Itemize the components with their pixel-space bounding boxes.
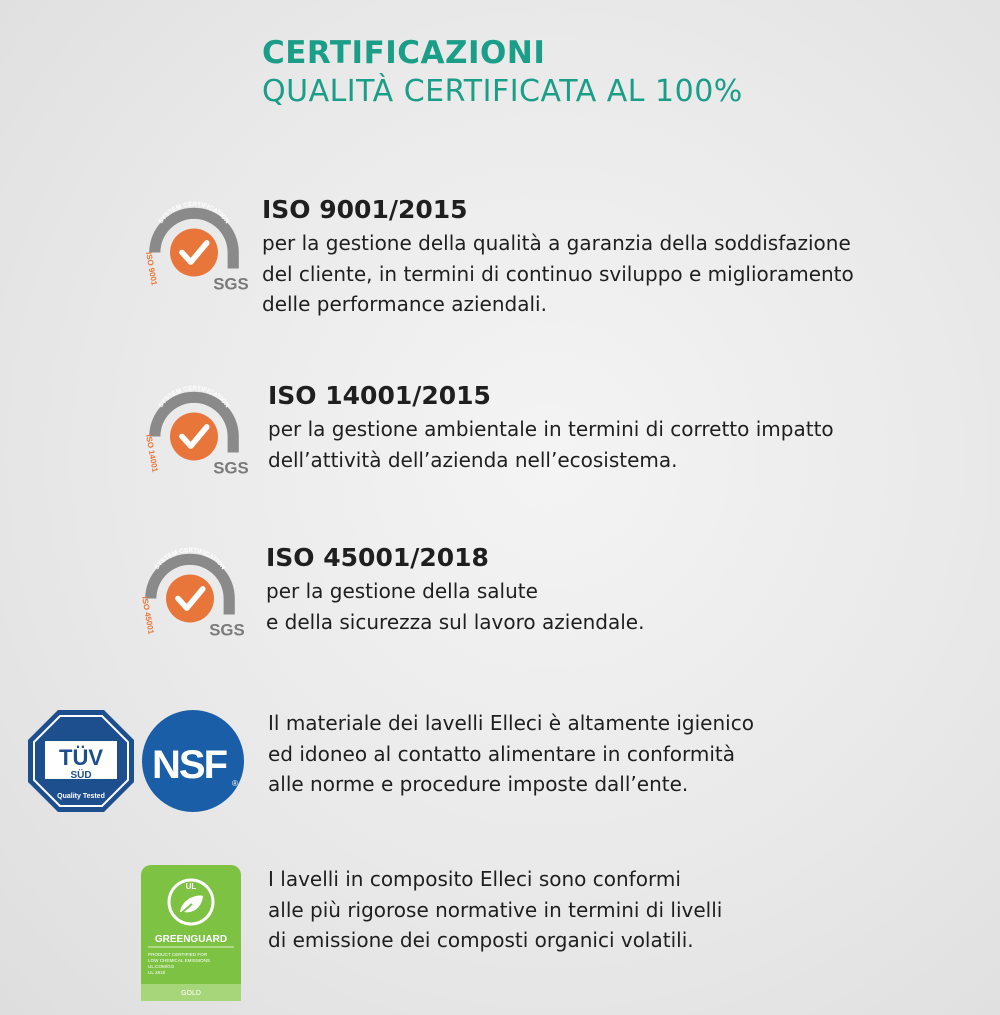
svg-text:UL: UL — [185, 882, 197, 891]
emissions-line: alle più rigorose normative in termini di livelli — [268, 897, 723, 922]
svg-text:NSF: NSF — [152, 743, 226, 787]
svg-text:GREENGUARD: GREENGUARD — [154, 934, 228, 945]
cert-iso-14001 — [268, 380, 834, 475]
cert-title: ISO 9001/2015 — [262, 195, 468, 224]
nsf-icon — [140, 708, 246, 814]
sgs-certification-icon — [138, 372, 250, 477]
sgs-certification-icon — [134, 534, 246, 639]
cert-desc-line: per la gestione della salute — [266, 579, 538, 603]
hygiene-line: ed idoneo al contatto alimentare in conformità — [268, 741, 736, 766]
cert-iso-9001 — [262, 194, 854, 320]
sgs-certification-icon — [138, 188, 250, 293]
cert-desc-line: per la gestione ambientale in termini di corretto impatto — [268, 417, 834, 441]
svg-text:LOW CHEMICAL EMISSIONS: LOW CHEMICAL EMISSIONS — [148, 958, 211, 963]
emissions-text — [268, 864, 722, 956]
page-header — [262, 34, 743, 112]
cert-desc-line: e della sicurezza sul lavoro aziendale. — [266, 609, 645, 634]
svg-text:GOLD: GOLD — [181, 990, 201, 997]
cert-desc-line: del cliente, in termini di continuo sviluppo e miglioramento — [262, 261, 854, 286]
svg-text:UL.COM/GG: UL.COM/GG — [148, 964, 175, 969]
cert-desc-line: dell’attività dell’azienda nell’ecosistema. — [268, 447, 678, 472]
cert-desc-line: delle performance aziendali. — [262, 292, 547, 316]
svg-text:SÜD: SÜD — [70, 770, 92, 781]
svg-text:PRODUCT CERTIFIED FOR: PRODUCT CERTIFIED FOR — [148, 952, 208, 957]
emissions-line: di emissione dei composti organici volatili. — [268, 928, 694, 952]
tuv-sud-icon — [26, 708, 136, 814]
svg-text:ISO 45001: ISO 45001 — [140, 595, 156, 635]
svg-text:SGS: SGS — [213, 458, 249, 477]
svg-text:Quality Tested: Quality Tested — [57, 793, 105, 800]
greenguard-icon — [140, 864, 242, 1002]
cert-title: ISO 45001/2018 — [266, 543, 489, 572]
svg-text:ISO 14001: ISO 14001 — [144, 433, 160, 473]
hygiene-text — [268, 708, 754, 800]
cert-iso-45001 — [266, 542, 644, 637]
svg-text:SYSTEM CERTIFICATION: SYSTEM CERTIFICATION — [157, 201, 231, 226]
page-subtitle: QUALITÀ CERTIFICATA AL 100% — [262, 74, 743, 109]
svg-text:®: ® — [232, 779, 238, 788]
cert-title: ISO 14001/2015 — [268, 381, 491, 410]
cert-desc-line: per la gestione della qualità a garanzia della soddisfazione — [262, 231, 851, 255]
svg-text:UL 2818: UL 2818 — [148, 970, 166, 975]
svg-text:SGS: SGS — [213, 274, 249, 293]
svg-text:SYSTEM CERTIFICATION: SYSTEM CERTIFICATION — [157, 385, 231, 410]
page-title: CERTIFICAZIONI — [262, 35, 546, 71]
emissions-line: I lavelli in composito Elleci sono conformi — [268, 867, 681, 891]
svg-text:SYSTEM CERTIFICATION: SYSTEM CERTIFICATION — [153, 547, 227, 572]
svg-text:TÜV: TÜV — [59, 745, 103, 770]
hygiene-line: alle norme e procedure imposte dall’ente. — [268, 772, 689, 796]
svg-text:SGS: SGS — [209, 620, 245, 639]
svg-text:ISO 9001: ISO 9001 — [144, 251, 159, 287]
hygiene-line: Il materiale dei lavelli Elleci è altamente igienico — [268, 711, 754, 735]
